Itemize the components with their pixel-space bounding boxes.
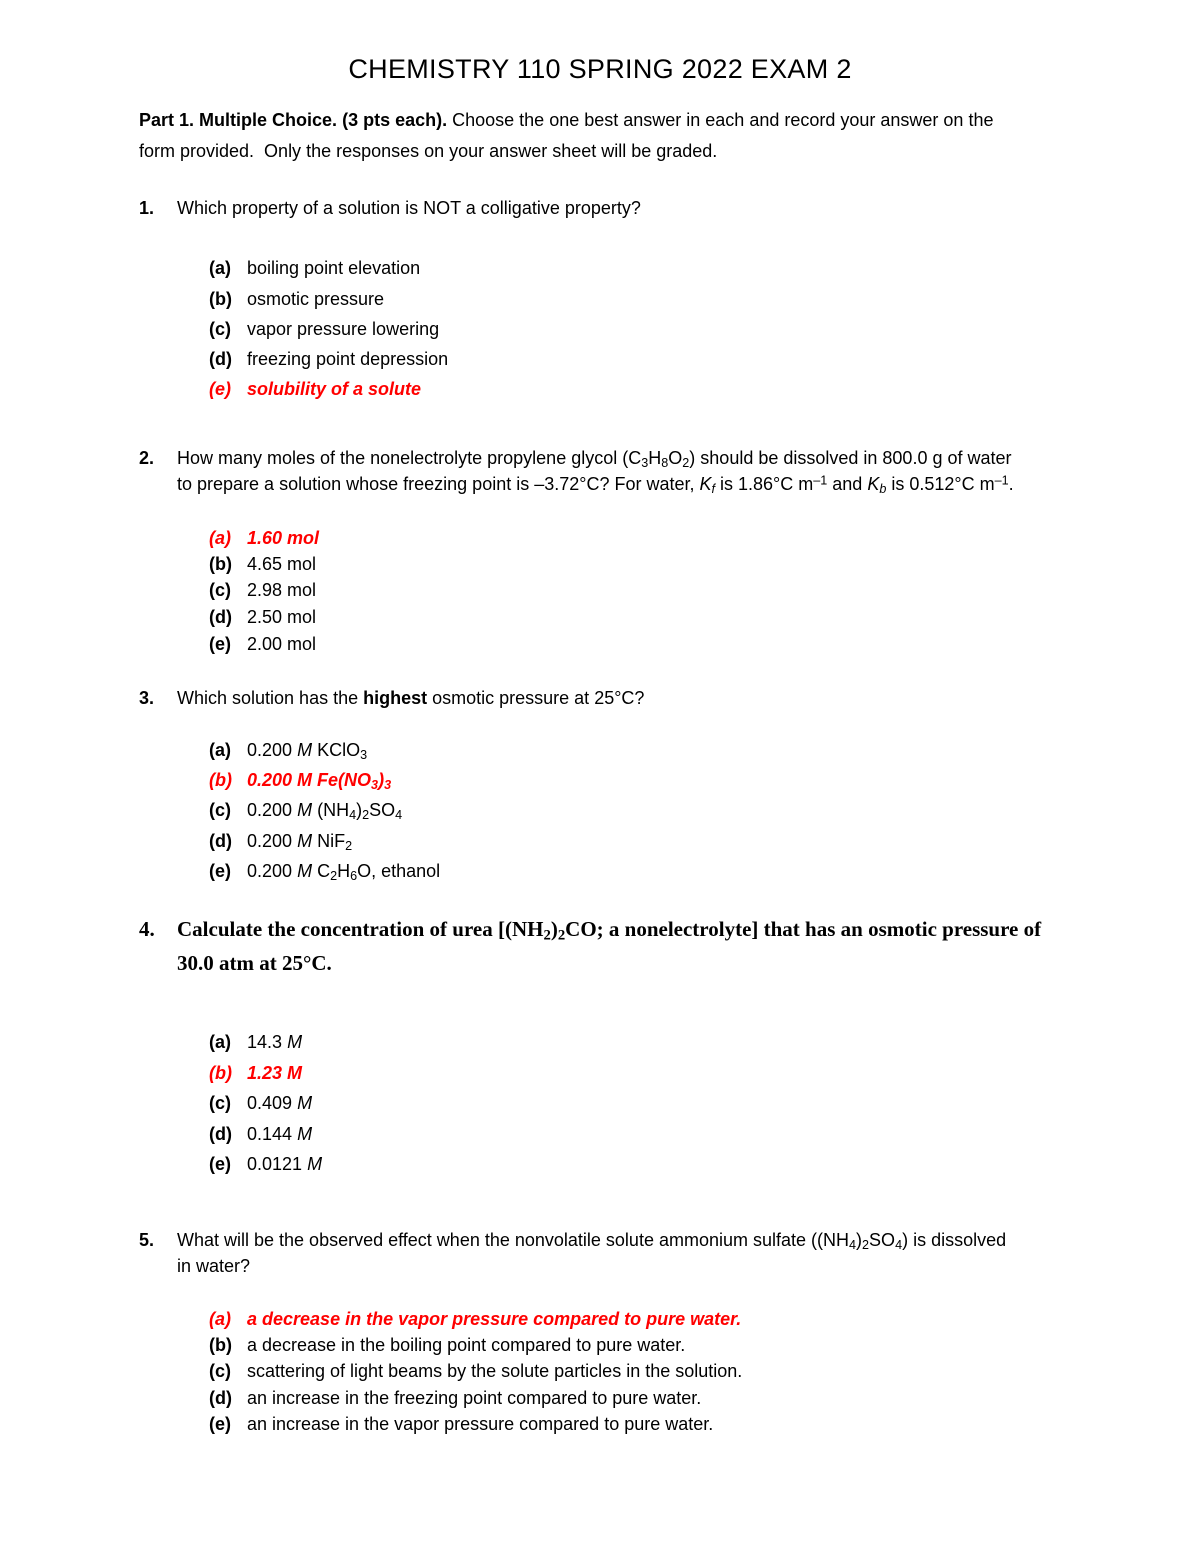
option-label: (b) bbox=[209, 770, 232, 790]
option-label: (e) bbox=[209, 1414, 231, 1434]
text-span: CO; a nonelectrolyte] that has an osmotic pressure of bbox=[565, 917, 1042, 941]
question-5-line-1 bbox=[139, 1230, 1006, 1251]
option-text: 0.0121 bbox=[247, 1154, 303, 1174]
option-label: (d) bbox=[209, 1388, 232, 1408]
question-number: 4. bbox=[139, 917, 155, 941]
option-text: 0.144 bbox=[247, 1124, 293, 1144]
molar-unit: M bbox=[307, 1154, 323, 1174]
formula: C bbox=[317, 861, 331, 881]
q1-option-c bbox=[209, 319, 439, 340]
subscript: 2 bbox=[557, 927, 566, 944]
option-label: (a) bbox=[209, 528, 231, 548]
q4-option-c bbox=[209, 1093, 312, 1114]
option-label: (b) bbox=[209, 1063, 232, 1083]
q5-option-d bbox=[209, 1388, 701, 1409]
option-label: (c) bbox=[209, 319, 231, 339]
option-text: vapor pressure lowering bbox=[247, 319, 440, 339]
question-4-line-1 bbox=[139, 917, 1041, 942]
subscript: 4 bbox=[349, 808, 357, 823]
question-number: 1. bbox=[139, 198, 155, 218]
instructions-2: form provided. Only the responses on your answer sheet will be graded. bbox=[139, 141, 718, 161]
subscript: 3 bbox=[384, 778, 392, 793]
subscript: 2 bbox=[330, 869, 338, 884]
option-label: (b) bbox=[209, 289, 232, 309]
text-span: and bbox=[827, 474, 868, 494]
option-label: (d) bbox=[209, 349, 232, 369]
concentration: 0.200 bbox=[247, 861, 293, 881]
option-text: an increase in the freezing point compared to pure water. bbox=[247, 1388, 702, 1408]
formula: (NH bbox=[317, 800, 350, 820]
option-text: 2.98 mol bbox=[247, 580, 317, 600]
subscript: 2 bbox=[862, 1238, 870, 1253]
option-label: (d) bbox=[209, 831, 232, 851]
subscript: 2 bbox=[362, 808, 370, 823]
option-label: (b) bbox=[209, 1335, 232, 1355]
text-span: . bbox=[1008, 474, 1014, 494]
question-2-line-2 bbox=[177, 474, 1014, 495]
subscript: 2 bbox=[345, 839, 353, 854]
subscript: 8 bbox=[661, 456, 669, 471]
formula: SO bbox=[369, 800, 396, 820]
question-2-line-1 bbox=[139, 448, 1012, 469]
option-label: (e) bbox=[209, 634, 231, 654]
text-span: Calculate the concentration of urea [(NH bbox=[177, 917, 544, 941]
question-number: 3. bbox=[139, 688, 155, 708]
molar-unit: M bbox=[297, 800, 313, 820]
concentration: 0.200 bbox=[247, 800, 293, 820]
question-5-line-2: in water? bbox=[177, 1256, 251, 1276]
q2-option-d bbox=[209, 607, 316, 628]
formula: H bbox=[337, 861, 351, 881]
molar-unit: M bbox=[297, 1124, 313, 1144]
text-span: ) bbox=[550, 917, 558, 941]
option-label: (a) bbox=[209, 740, 231, 760]
option-label: (c) bbox=[209, 800, 231, 820]
text-span: O bbox=[668, 448, 683, 468]
subscript: 2 bbox=[543, 927, 551, 944]
q3-option-b-correct bbox=[209, 770, 391, 791]
option-label: (e) bbox=[209, 379, 231, 399]
kb-symbol: K bbox=[867, 474, 880, 494]
q3-option-d bbox=[209, 831, 352, 852]
text-span: H bbox=[648, 448, 662, 468]
molar-unit: M bbox=[297, 861, 313, 881]
option-text: 1.60 mol bbox=[247, 528, 320, 548]
option-text: 0.409 bbox=[247, 1093, 293, 1113]
text-span: SO bbox=[869, 1230, 896, 1250]
option-text: 14.3 bbox=[247, 1032, 283, 1052]
option-label: (a) bbox=[209, 1032, 231, 1052]
q5-option-e bbox=[209, 1414, 713, 1435]
subscript: f bbox=[711, 482, 716, 497]
intro-line-1 bbox=[139, 110, 993, 131]
option-label: (e) bbox=[209, 1154, 231, 1174]
option-label: (c) bbox=[209, 1093, 231, 1113]
subscript: 4 bbox=[395, 808, 403, 823]
q2-option-a-correct bbox=[209, 528, 319, 549]
subscript: 4 bbox=[849, 1238, 857, 1253]
option-label: (a) bbox=[209, 258, 231, 278]
q3-option-e bbox=[209, 861, 440, 882]
text-span: Which solution has the bbox=[177, 688, 364, 708]
formula: ) bbox=[378, 770, 385, 790]
question-3 bbox=[139, 688, 644, 709]
q4-option-a bbox=[209, 1032, 302, 1053]
q4-option-b-correct bbox=[209, 1063, 302, 1084]
q1-option-a bbox=[209, 258, 420, 279]
option-text: freezing point depression bbox=[247, 349, 449, 369]
option-label: (d) bbox=[209, 1124, 232, 1144]
question-number: 5. bbox=[139, 1230, 155, 1250]
option-text: an increase in the vapor pressure compared to pure water. bbox=[247, 1414, 714, 1434]
concentration: 0.200 bbox=[247, 831, 293, 851]
emphasis: highest bbox=[363, 688, 428, 708]
text-span: osmotic pressure at 25°C? bbox=[427, 688, 645, 708]
option-text: 2.50 mol bbox=[247, 607, 317, 627]
option-text: scattering of light beams by the solute particles in the solution. bbox=[247, 1361, 743, 1381]
q1-option-d bbox=[209, 349, 448, 370]
q1-option-e-correct bbox=[209, 379, 421, 400]
subscript: 3 bbox=[360, 748, 368, 763]
superscript: –1 bbox=[813, 473, 828, 488]
option-label: (e) bbox=[209, 861, 231, 881]
section-label: Multiple Choice. bbox=[199, 110, 338, 130]
part-label: Part 1. bbox=[139, 110, 195, 130]
question-4-line-2: 30.0 atm at 25°C. bbox=[177, 951, 332, 975]
subscript: 3 bbox=[641, 456, 649, 471]
formula: O, ethanol bbox=[357, 861, 441, 881]
formula: 0.200 M Fe(NO bbox=[247, 770, 372, 790]
option-text: solubility of a solute bbox=[247, 379, 422, 399]
option-label: (b) bbox=[209, 554, 232, 574]
subscript: 2 bbox=[682, 456, 690, 471]
formula: ) bbox=[356, 800, 363, 820]
instructions-1: Choose the one best answer in each and record your answer on the bbox=[452, 110, 994, 130]
q5-option-c bbox=[209, 1361, 742, 1382]
option-label: (d) bbox=[209, 607, 232, 627]
q4-option-e bbox=[209, 1154, 322, 1175]
molar-unit: M bbox=[297, 1093, 313, 1113]
option-text: a decrease in the vapor pressure compared to pure water. bbox=[247, 1309, 742, 1329]
molar-unit: M bbox=[287, 1032, 303, 1052]
option-text: 4.65 mol bbox=[247, 554, 317, 574]
q2-option-e bbox=[209, 634, 316, 655]
option-label: (c) bbox=[209, 580, 231, 600]
option-text: a decrease in the boiling point compared to pure water. bbox=[247, 1335, 686, 1355]
option-text: 2.00 mol bbox=[247, 634, 317, 654]
subscript: 4 bbox=[895, 1238, 903, 1253]
formula: NiF bbox=[317, 831, 346, 851]
option-text: osmotic pressure bbox=[247, 289, 385, 309]
subscript: 3 bbox=[371, 778, 379, 793]
formula: KClO bbox=[317, 740, 361, 760]
subscript: b bbox=[879, 482, 887, 497]
kf-symbol: K bbox=[699, 474, 712, 494]
subscript: 6 bbox=[350, 869, 358, 884]
concentration: 0.200 bbox=[247, 740, 293, 760]
q5-option-a-correct bbox=[209, 1309, 741, 1330]
text-span: What will be the observed effect when the nonvolatile solute ammonium sulfate ((NH bbox=[177, 1230, 850, 1250]
text-span: to prepare a solution whose freezing point is –3.72°C? For water, bbox=[177, 474, 700, 494]
text-span: ) is dissolved bbox=[902, 1230, 1007, 1250]
q2-option-c bbox=[209, 580, 316, 601]
q2-option-b bbox=[209, 554, 316, 575]
option-text: 1.23 M bbox=[247, 1063, 303, 1083]
text-span: How many moles of the nonelectrolyte propylene glycol (C bbox=[177, 448, 642, 468]
text-span: ) bbox=[856, 1230, 863, 1250]
q4-option-d bbox=[209, 1124, 312, 1145]
page-title: CHEMISTRY 110 SPRING 2022 EXAM 2 bbox=[348, 54, 852, 84]
text-span: is 0.512°C m bbox=[886, 474, 995, 494]
q1-option-b bbox=[209, 289, 384, 310]
q3-option-a bbox=[209, 740, 367, 761]
points-label: (3 pts each). bbox=[342, 110, 448, 130]
question-number: 2. bbox=[139, 448, 155, 468]
text-span: is 1.86°C m bbox=[715, 474, 814, 494]
superscript: –1 bbox=[994, 473, 1009, 488]
question-text: Which property of a solution is NOT a colligative property? bbox=[177, 198, 641, 218]
text-span: ) should be dissolved in 800.0 g of water bbox=[689, 448, 1012, 468]
option-label: (c) bbox=[209, 1361, 231, 1381]
q5-option-b bbox=[209, 1335, 685, 1356]
question-1 bbox=[139, 198, 641, 219]
q3-option-c bbox=[209, 800, 402, 821]
option-label: (a) bbox=[209, 1309, 231, 1329]
molar-unit: M bbox=[297, 831, 313, 851]
option-text: boiling point elevation bbox=[247, 258, 421, 278]
molar-unit: M bbox=[297, 740, 313, 760]
